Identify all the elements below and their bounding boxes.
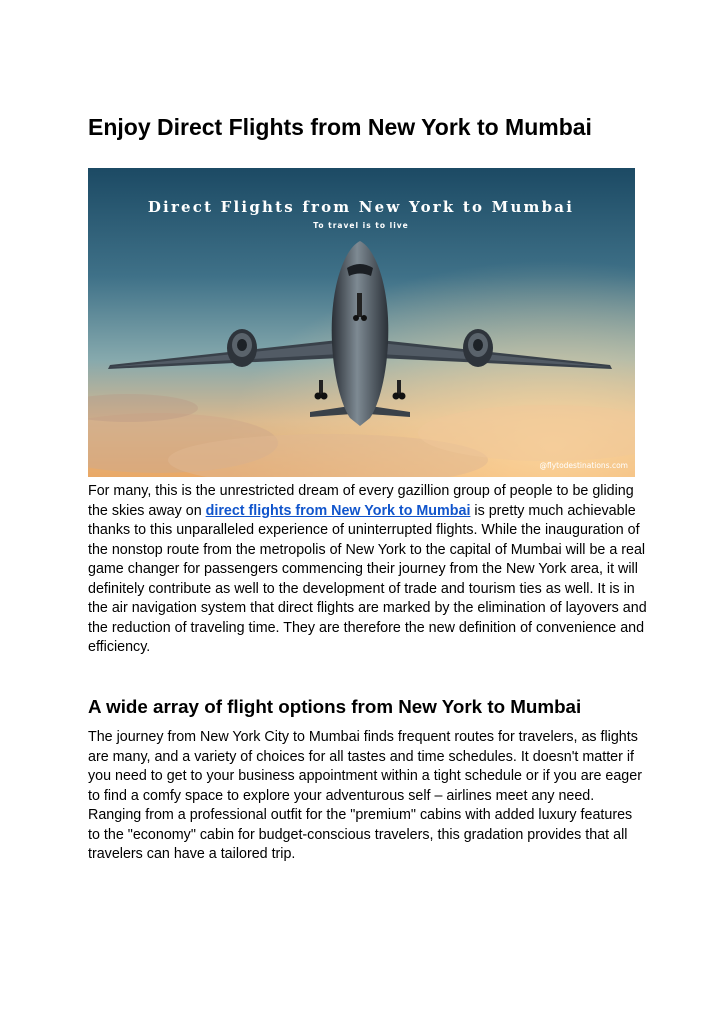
hero-watermark: @flytodestinations.com: [539, 461, 628, 470]
page-title: Enjoy Direct Flights from New York to Mumbai: [88, 114, 592, 140]
intro-text-start: For many, this is the unrestricted dream of every gazillion group of people to be gliding the skies away on: [88, 483, 634, 519]
intro-text-end: is pretty much achievable thanks to this unparalleled experience of uninterrupted flights. While the inauguration of the nonstop route from the metropolis of New York to the capital of Mumbai will be a real game changer for passengers commencing their journey from the New York area, it will definitely contribute as well to the development of trade and tourism ties as well. It is in the air navigation system that direct flights are marked by the elimination of layovers and the reduction of traveling time. They are therefore the new definition of convenience and efficiency.: [88, 502, 647, 655]
section-heading: A wide array of flight options from New York to Mumbai: [88, 696, 582, 717]
direct-flights-link[interactable]: direct flights from New York to Mumbai: [205, 502, 471, 519]
section-paragraph: The journey from New York City to Mumbai finds frequent routes for travelers, as flights are many, and a variety of choices for all tastes and time schedules. It doesn't matter if you need to get to your business appointment within a tight schedule or if you are eager to find a comfy space to explore your adventurous self – airlines meet any need. Ranging from a professional outfit for the "premium" cabins with added luxury features to the "economy" cabin for budget-conscious travelers, this gradation provides that all travelers can have a tailored trip.: [88, 729, 642, 862]
hero-tagline: To travel is to live: [313, 221, 409, 230]
airplane-illustration: [88, 168, 635, 477]
hero-image: [88, 168, 635, 477]
intro-paragraph: [88, 482, 648, 658]
hero-headline: Direct Flights from New York to Mumbai: [147, 198, 575, 216]
